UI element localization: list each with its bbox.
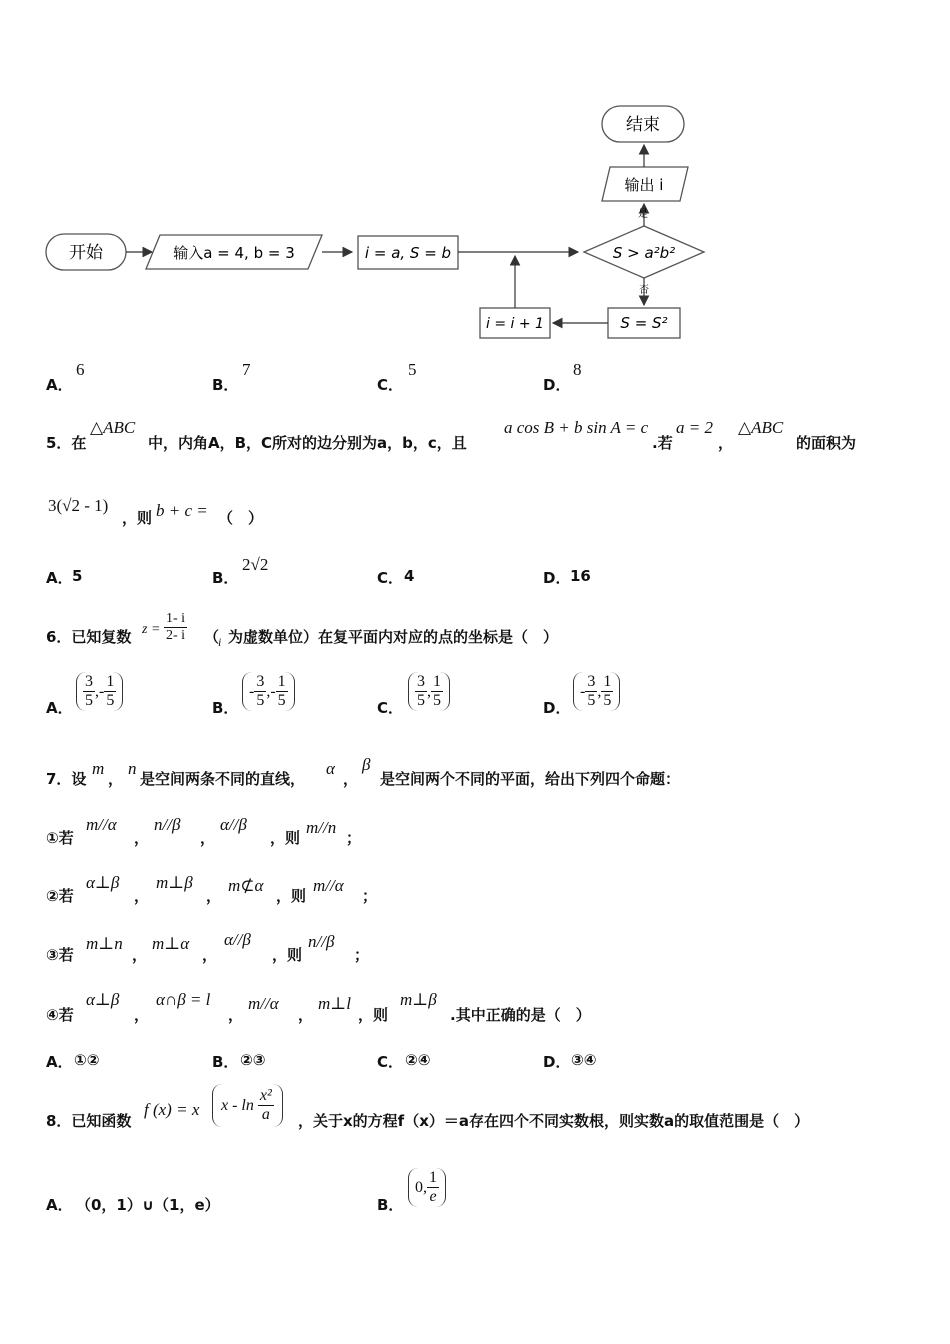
q7-text: ， xyxy=(134,829,150,847)
q7-text: ， xyxy=(202,946,218,964)
q7-option-label: C． xyxy=(377,1053,404,1071)
q7-option-label: B． xyxy=(212,1053,239,1071)
q7-option-value: ②③ xyxy=(240,1051,266,1069)
q7-var-m: m xyxy=(92,759,105,778)
flow-no-label: 否 xyxy=(639,285,649,296)
q5-triangle: △ABC xyxy=(738,418,784,437)
q4-option-value: 7 xyxy=(242,360,251,379)
q7-condition: m//α xyxy=(248,994,279,1013)
q7-var-alpha: α xyxy=(326,759,335,778)
q5-text: 的面积为 xyxy=(796,434,857,452)
q6-text: （ xyxy=(204,628,220,646)
q5-option-value: 2√2 xyxy=(242,555,269,574)
q4-option-value: 5 xyxy=(408,360,417,379)
q5-option-label: D． xyxy=(543,569,571,587)
svg-text:i = a, S = b: i = a, S = b xyxy=(364,244,452,262)
q4-option-label: D． xyxy=(543,376,571,394)
q5-triangle: △ABC xyxy=(90,418,136,437)
q7-condition: α∩β = l xyxy=(156,990,211,1009)
q7-condition: m⊄α xyxy=(228,876,264,895)
flow-yes-label: 是 xyxy=(638,209,648,220)
q6-z: z = xyxy=(142,622,161,637)
svg-text:开始: 开始 xyxy=(69,243,103,263)
q7-text: .其中正确的是（ ） xyxy=(450,1006,591,1024)
q7-text: ， xyxy=(134,887,150,905)
svg-text:S > a²b²: S > a²b² xyxy=(612,244,676,262)
q7-option-value: ②④ xyxy=(405,1051,431,1069)
q4-option-value: 6 xyxy=(76,360,85,379)
q4-option-label: B． xyxy=(212,376,239,394)
svg-text:i = i + 1: i = i + 1 xyxy=(486,316,544,332)
q7-result: m//n xyxy=(306,818,337,837)
q5-option-value: 5 xyxy=(72,567,83,585)
q8-text: ，关于x的方程f（x）＝a存在四个不同实数根，则实数a的取值范围是（ ） xyxy=(298,1112,810,1130)
q7-option-value: ③④ xyxy=(571,1051,597,1069)
q7-text: ，则 xyxy=(276,887,307,905)
q7-condition: α⊥β xyxy=(86,990,120,1009)
q8-option-value: （0，1）∪（1，e） xyxy=(76,1196,220,1214)
q7-text: 是空间两条不同的直线， xyxy=(140,770,306,788)
flow-end-node xyxy=(602,106,684,142)
q7-prop-index: ④若 xyxy=(46,1006,74,1024)
q5-text: ，则 xyxy=(122,509,153,527)
q7-text: ， xyxy=(228,1006,244,1024)
q7-text: ，则 xyxy=(270,829,301,847)
q7-text: ， xyxy=(343,770,359,788)
q7-text: ， xyxy=(108,770,124,788)
q8-number: 8．已知函数 xyxy=(46,1112,132,1130)
q5-number: 5．在 xyxy=(46,434,87,452)
flow-init-node xyxy=(358,236,458,269)
q7-var-n: n xyxy=(128,759,137,778)
q4-option-value: 8 xyxy=(573,360,582,379)
q8-function: f (x) = x xyxy=(144,1100,200,1119)
q7-text: ， xyxy=(134,1006,150,1024)
svg-text:S = S²: S = S² xyxy=(620,314,668,332)
q7-text: ，则 xyxy=(358,1006,389,1024)
q6-option-value: $\frac{3}{5}$ , - $\frac{1}{5}$ xyxy=(76,672,123,711)
q7-condition: m⊥n xyxy=(86,934,123,953)
q7-option-label: D． xyxy=(543,1053,571,1071)
q7-text: ； xyxy=(346,829,362,847)
q6-number: 6．已知复数 xyxy=(46,628,132,646)
svg-text:结束: 结束 xyxy=(626,115,660,135)
q7-text: ， xyxy=(132,946,148,964)
flow-square-node xyxy=(608,308,680,338)
q5-option-label: C． xyxy=(377,569,404,587)
flow-start-node xyxy=(46,234,126,270)
q6-text: 为虚数单位）在复平面内对应的点的坐标是（ ） xyxy=(228,628,559,646)
q8-option-label: A． xyxy=(46,1196,73,1214)
flowchart xyxy=(40,100,720,345)
q5-option-label: B． xyxy=(212,569,239,587)
flow-increment-node xyxy=(480,308,550,338)
q7-prop-index: ②若 xyxy=(46,887,74,905)
q6-i: i xyxy=(218,635,222,649)
q6-option-label: D． xyxy=(543,699,571,717)
q5-text: ， xyxy=(718,434,734,452)
q7-option-value: ①② xyxy=(74,1051,100,1069)
q7-result: m⊥β xyxy=(400,990,437,1009)
q4-option-label: A． xyxy=(46,376,73,394)
q5-option-value: 16 xyxy=(570,567,591,585)
q8-option-label: B． xyxy=(377,1196,404,1214)
q5-area: 3(√2 - 1) xyxy=(48,496,109,515)
q7-condition: α//β xyxy=(224,930,251,949)
q7-text: ，则 xyxy=(272,946,303,964)
q6-fraction: $\frac{1- i}{2- i}$ xyxy=(166,611,186,643)
q7-text: ， xyxy=(206,887,222,905)
q5-text: .若 xyxy=(652,434,673,452)
q7-prop-index: ③若 xyxy=(46,946,74,964)
q6-option-label: B． xyxy=(212,699,239,717)
svg-text:输出 i: 输出 i xyxy=(624,176,664,194)
q6-option-label: C． xyxy=(377,699,404,717)
q6-option-value: $\frac{3}{5}$ , $\frac{1}{5}$ xyxy=(408,672,450,711)
q7-text: ； xyxy=(362,887,378,905)
svg-text:输入a = 4, b = 3: 输入a = 4, b = 3 xyxy=(173,244,295,262)
q6-option-label: A． xyxy=(46,699,73,717)
q7-result: m//α xyxy=(313,876,344,895)
q7-condition: α⊥β xyxy=(86,873,120,892)
q7-condition: m⊥β xyxy=(156,873,193,892)
q6-option-value: - $\frac{3}{5}$ , $\frac{1}{5}$ xyxy=(573,672,620,711)
flow-output-node xyxy=(602,167,688,201)
q7-option-label: A． xyxy=(46,1053,73,1071)
q7-prop-index: ①若 xyxy=(46,829,74,847)
q7-text: ， xyxy=(298,1006,314,1024)
q7-condition: m//α xyxy=(86,815,117,834)
flow-condition-node xyxy=(584,226,704,278)
q5-option-label: A． xyxy=(46,569,73,587)
q5-equation: a = 2 xyxy=(676,418,713,437)
q7-condition: m⊥l xyxy=(318,994,351,1013)
q4-option-label: C． xyxy=(377,376,404,394)
q7-condition: α//β xyxy=(220,815,247,834)
q7-text: ； xyxy=(354,946,370,964)
q7-result: n//β xyxy=(308,932,335,951)
q7-text: ， xyxy=(200,829,216,847)
q5-text: 中，内角A，B，C所对的边分别为a，b，c，且 xyxy=(148,434,467,452)
q8-option-value: 0, $\frac{1}{e}$ xyxy=(408,1168,446,1207)
q7-text: 是空间两个不同的平面，给出下列四个命题： xyxy=(380,770,681,788)
q7-condition: m⊥α xyxy=(152,934,190,953)
flow-input-node xyxy=(146,235,322,269)
q5-equation: a cos B + b sin A = c xyxy=(504,418,649,437)
q7-var-beta: β xyxy=(362,755,371,774)
q6-option-value: - $\frac{3}{5}$ , - $\frac{1}{5}$ xyxy=(242,672,295,711)
q7-condition: n//β xyxy=(154,815,181,834)
q5-text: （ ） xyxy=(218,509,264,527)
q5-equation: b + c = xyxy=(156,501,208,520)
q7-number: 7．设 xyxy=(46,770,87,788)
q8-function-body: x - ln $\frac{\text{x²}}{a}$ xyxy=(212,1084,283,1127)
q5-option-value: 4 xyxy=(404,567,415,585)
